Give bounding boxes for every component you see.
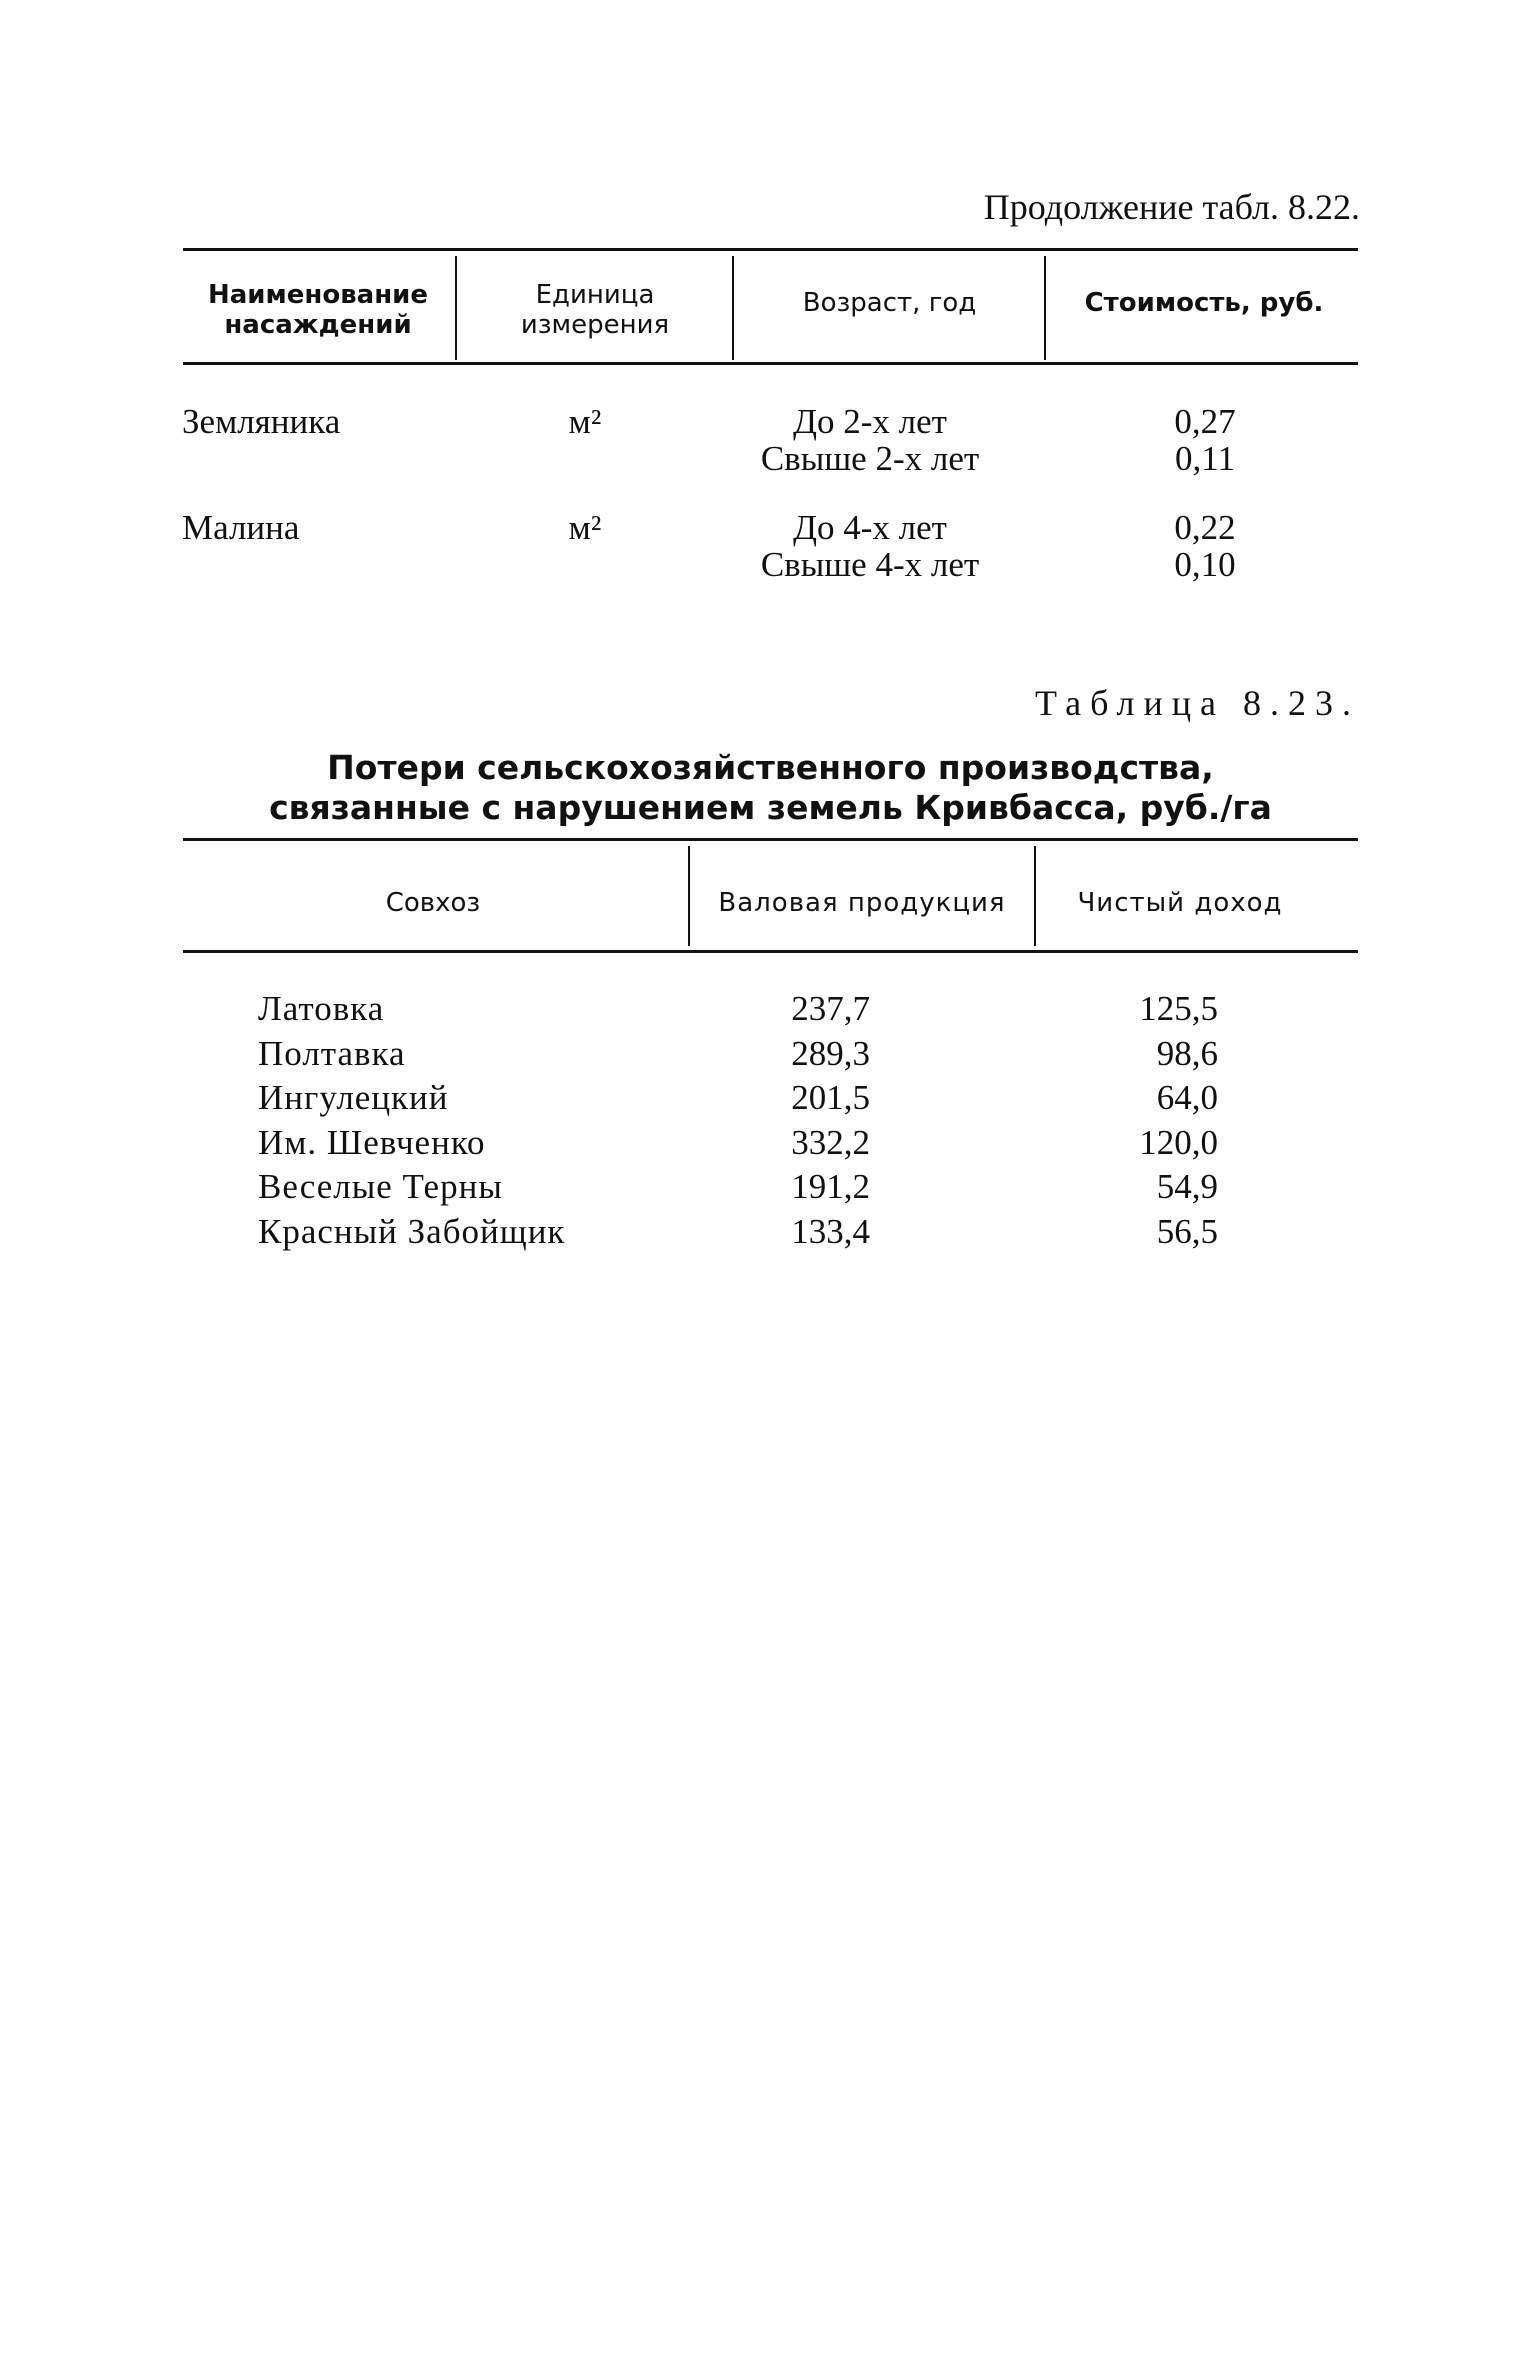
age-line2: Свыше 2-х лет	[760, 439, 980, 478]
table-822-header-name	[183, 280, 453, 340]
table-823-row-gross: 237,7	[791, 989, 870, 1028]
table-823-row-net: 56,5	[1156, 1212, 1218, 1251]
table-822-top-rule	[183, 248, 1358, 251]
table-823-row-net: 125,5	[1139, 989, 1218, 1028]
table-823-header-rule	[183, 950, 1358, 953]
table-823-top-rule	[183, 838, 1358, 841]
table-822-col-divider-1	[455, 256, 457, 360]
table-822-row-name: Земляника	[182, 402, 341, 441]
table-823-col-divider-1	[688, 846, 690, 946]
table-822-row-age	[720, 509, 1020, 583]
table-823-row-gross: 133,4	[791, 1212, 870, 1251]
title-line2: связанные с нарушением земель Кривбасса, руб./га	[269, 788, 1272, 827]
table-823-row-net: 98,6	[1156, 1034, 1218, 1073]
table-822-continuation-caption: Продолжение табл. 8.22.	[983, 187, 1360, 227]
table-823-label: Таблица 8.23.	[1035, 683, 1360, 723]
table-822-row-cost	[1140, 403, 1270, 477]
title-line1: Потери сельскохозяйственного производства,	[327, 748, 1214, 787]
table-823-row-gross: 201,5	[791, 1078, 870, 1117]
table-823-row-gross: 289,3	[791, 1034, 870, 1073]
table-823-row-farm: Веселые Терны	[258, 1167, 503, 1206]
cost-line2: 0,10	[1174, 545, 1236, 584]
table-823-row-farm: Ингулецкий	[258, 1078, 449, 1117]
cost-line1: 0,22	[1174, 508, 1236, 547]
table-823-row-farm: Красный Забойщик	[258, 1212, 566, 1251]
table-823-row-net: 64,0	[1156, 1078, 1218, 1117]
header-unit-line1: Единица	[535, 280, 655, 310]
table-823-title	[183, 748, 1358, 828]
table-823-col-divider-2	[1034, 846, 1036, 946]
table-822-row-unit: м²	[568, 508, 602, 547]
table-823-row-net: 120,0	[1139, 1123, 1218, 1162]
header-name-line1: Наименование	[207, 280, 429, 310]
table-822-row-cost	[1140, 509, 1270, 583]
table-823-row-farm: Полтавка	[258, 1034, 406, 1073]
cost-line1: 0,27	[1174, 402, 1236, 441]
age-line2: Свыше 4-х лет	[760, 545, 980, 584]
table-822-row-name: Малина	[182, 508, 300, 547]
table-823-row-net: 54,9	[1156, 1167, 1218, 1206]
age-line1: До 4-х лет	[793, 508, 947, 547]
cost-line2: 0,11	[1175, 439, 1235, 478]
table-822-header-rule	[183, 362, 1358, 365]
table-822-header-unit	[460, 280, 730, 340]
header-name-line2: насаждений	[224, 310, 412, 340]
table-822-col-divider-3	[1044, 256, 1046, 360]
table-823-header-farm: Совхоз	[385, 888, 481, 918]
table-823-row-gross: 191,2	[791, 1167, 870, 1206]
table-823-header-net: Чистый доход	[1077, 888, 1283, 918]
table-822-row-age	[720, 403, 1020, 477]
table-822-col-divider-2	[732, 256, 734, 360]
table-823-header-gross: Валовая продукция	[718, 888, 1006, 918]
table-823-row-gross: 332,2	[791, 1123, 870, 1162]
table-822-header-cost: Стоимость, руб.	[1084, 288, 1324, 318]
table-822-row-unit: м²	[568, 402, 602, 441]
table-823-row-farm: Латовка	[258, 989, 385, 1028]
table-823-row-farm: Им. Шевченко	[258, 1123, 486, 1162]
table-822-header-age: Возраст, год	[802, 288, 977, 318]
age-line1: До 2-х лет	[793, 402, 947, 441]
header-unit-line2: измерения	[520, 310, 670, 340]
